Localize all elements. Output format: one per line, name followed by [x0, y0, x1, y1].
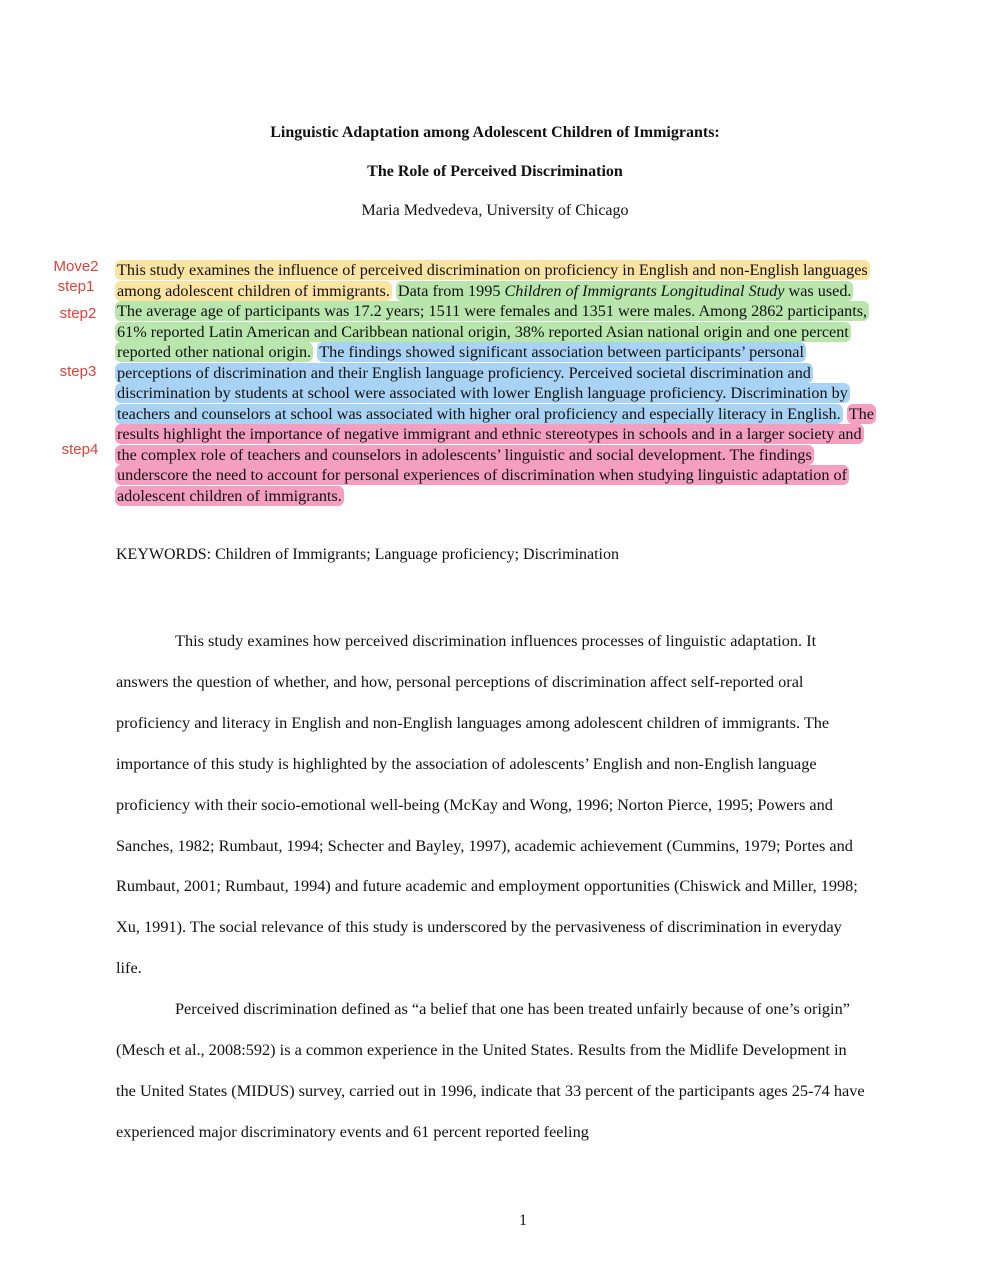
abstract: [115, 260, 875, 506]
author-line: Maria Medvedeva, University of Chicago: [361, 202, 629, 219]
annotation-step2: step2: [59, 305, 97, 322]
abstract-study-name: Children of Immigrants Longitudinal Study: [504, 281, 785, 300]
body-text: [116, 621, 868, 1153]
abstract-step4-highlight: The results highlight the importance of negative immigrant and ethnic stereotypes in schools and in a larger society and the complex role of teachers and counselors in adolescents’ linguistic and social development. The findings underscore the need to account for personal experiences of discrimination when studying linguistic adaptation of adolescent children of immigrants.: [117, 404, 874, 505]
annotation-step4: step4: [61, 441, 99, 458]
page-number: 1: [519, 1212, 527, 1229]
abstract-step2-post: was used. The average age of participants was 17.2 years; 1511 were females and 1351 were males. Among 2862 participants, 61% reported Latin American and Caribbean national origin, 38% reported Asian national origin and one percent reported other national origin.: [117, 281, 868, 361]
body-paragraph-1: This study examines how perceived discrimination influences processes of linguistic adaptation. It answers the question of whether, and how, personal perceptions of discrimination affect self-reported oral proficiency and literacy in English and non-English languages among adolescent children of immigrants. The importance of this study is highlighted by the association of adolescents’ English and non-English language proficiency with their socio-emotional well-being (McKay and Wong, 1996; Norton Pierce, 1995; Powers and Sanches, 1982; Rumbaut, 1994; Schecter and Bayley, 1997), academic achievement (Cummins, 1979; Portes and Rumbaut, 2001; Rumbaut, 1994) and future academic and employment opportunities (Chiswick and Miller, 1998; Xu, 1991). The social relevance of this study is underscored by the pervasiveness of discrimination in everyday life.: [116, 631, 858, 978]
annotation-step3: step3: [59, 363, 97, 380]
paper-title-line1: Linguistic Adaptation among Adolescent Children of Immigrants:: [270, 124, 720, 141]
body-paragraph-2: Perceived discrimination defined as “a belief that one has been treated unfairly because of one’s origin” (Mesch et al., 2008:592) is a common experience in the United States. Results from the Midlife Development in the United States (MIDUS) survey, carried out in 1996, indicate that 33 percent of the participants ages 25-74 have experienced major discriminatory events and 61 percent reported feeling: [116, 999, 865, 1141]
abstract-step1-highlight: This study examines the influence of perceived discrimination on proficiency in English and non-English languages among adolescent children of immigrants.: [117, 261, 868, 300]
annotation-move2: Move2: [53, 258, 99, 275]
annotation-step1: step1: [57, 278, 95, 295]
abstract-step2-pre: Data from 1995: [397, 281, 501, 300]
keywords-line: KEYWORDS: Children of Immigrants; Language proficiency; Discrimination: [116, 546, 619, 563]
abstract-step3-highlight: The findings showed significant association between participants’ personal perceptions of discrimination and their English language proficiency. Perceived societal discrimination and discrimination by students at school were associated with lower English language proficiency. Discrimination by teachers and counselors at school was associated with higher oral proficiency and especially literacy in English.: [117, 343, 848, 423]
paper-title-line2: The Role of Perceived Discrimination: [367, 163, 623, 180]
